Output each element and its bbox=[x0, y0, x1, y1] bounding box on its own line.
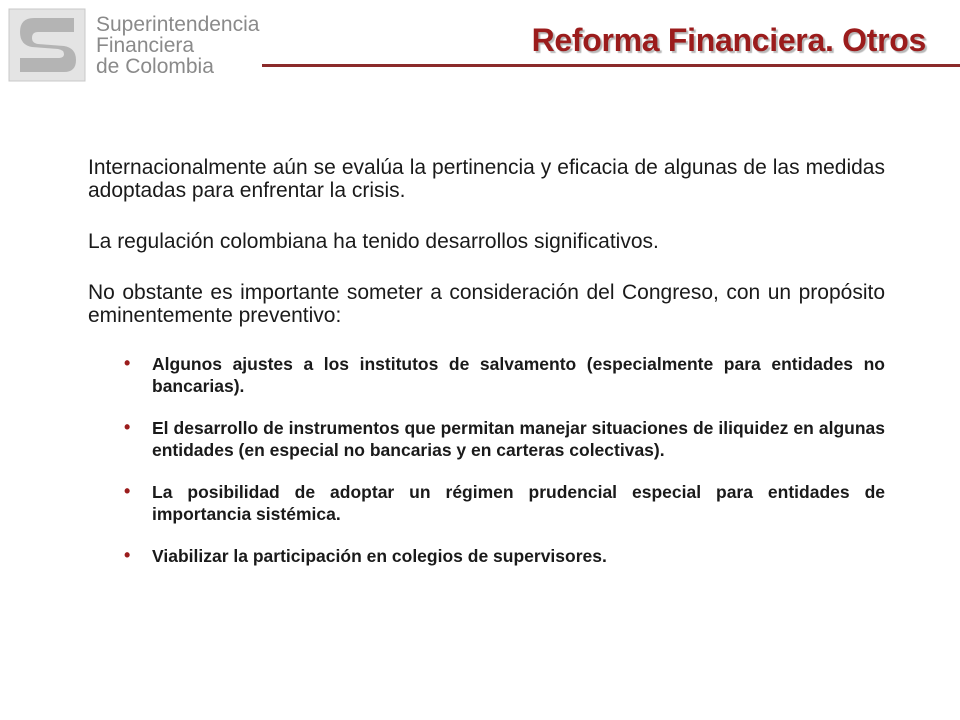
logo-line-2: Financiera bbox=[96, 34, 195, 57]
paragraph-1: Internacionalmente aún se evalúa la pertinencia y eficacia de algunas de las medidas adoptadas para enfrentar la crisis. bbox=[88, 156, 885, 202]
bullet-text: La posibilidad de adoptar un régimen prudencial especial para entidades de importancia sistémica. bbox=[152, 482, 885, 524]
paragraph-2: La regulación colombiana ha tenido desarrollos significativos. bbox=[88, 230, 659, 253]
logo bbox=[8, 4, 258, 82]
page-title: Reforma Financiera. Otros bbox=[531, 22, 926, 58]
bullet-icon: • bbox=[124, 353, 131, 373]
bullet-icon: • bbox=[124, 417, 131, 437]
list-item bbox=[88, 481, 885, 525]
bullet-icon: • bbox=[124, 545, 131, 565]
logo-emblem-icon bbox=[8, 8, 86, 82]
title-divider bbox=[262, 64, 960, 67]
bullet-text: Viabilizar la participación en colegios de supervisores. bbox=[152, 546, 607, 566]
list-item bbox=[88, 353, 885, 397]
logo-text bbox=[96, 14, 259, 77]
slide-body bbox=[88, 156, 885, 587]
list-item bbox=[88, 417, 885, 461]
logo-line-1: Superintendencia bbox=[96, 13, 260, 36]
bullet-icon: • bbox=[124, 481, 131, 501]
bullet-list bbox=[88, 353, 885, 567]
paragraph-3: No obstante es importante someter a consideración del Congreso, con un propósito eminentemente preventivo: bbox=[88, 281, 885, 327]
bullet-text: Algunos ajustes a los institutos de salvamento (especialmente para entidades no bancarias). bbox=[152, 354, 885, 396]
bullet-text: El desarrollo de instrumentos que permitan manejar situaciones de iliquidez en algunas entidades (en especial no bancarias y en carteras colectivas). bbox=[152, 418, 885, 460]
list-item bbox=[88, 545, 885, 567]
logo-line-3: de Colombia bbox=[96, 55, 214, 78]
